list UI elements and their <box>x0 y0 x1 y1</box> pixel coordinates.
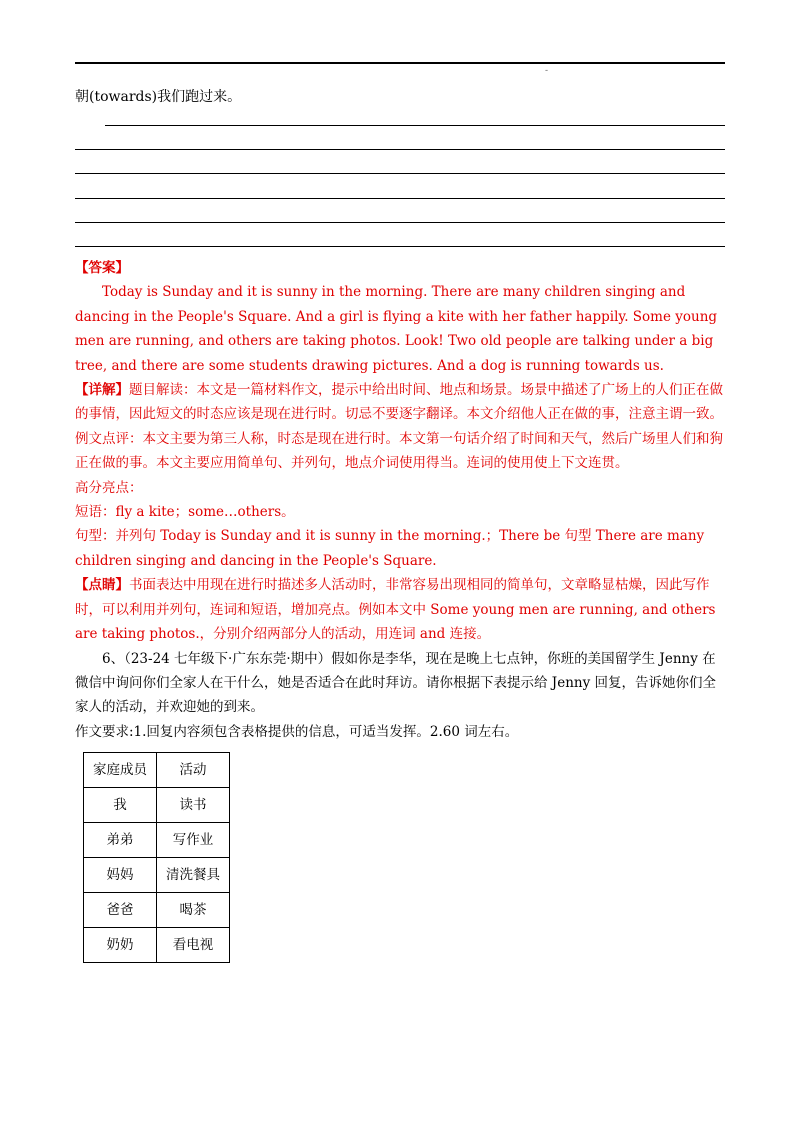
writing-line <box>75 246 725 247</box>
table-header-cell: 家庭成员 <box>84 753 157 788</box>
writing-line <box>75 173 725 174</box>
prompt-tail: 朝(towards)我们跑过来。 <box>75 89 242 105</box>
comment-tag: 【点睛】 <box>75 577 129 594</box>
comment-text: 书面表达中用现在进行时描述多人活动时，非常容易出现相同的简单句，文章略显枯燥，因此写作时，可以利用并列句，连词和短语，增加亮点。例如本文中 Some young men are running, and others are taking photos.，分别介绍两部分人的活动，用连词 and 连接。 <box>75 577 716 643</box>
table-row <box>84 788 230 823</box>
top-rule <box>75 62 725 64</box>
detail-tag: 【详解】 <box>75 382 129 399</box>
table-row <box>84 858 230 893</box>
answer-section <box>75 256 725 963</box>
detail-review: 例文点评：本文主要为第三人称，时态是现在进行时。本文第一句话介绍了时间和天气，然后广场里人们和狗正在做的事。本文主要应用简单句、并列句，地点介词使用得当。连词的使用使上下文连贯。 <box>75 430 723 472</box>
table-row <box>84 928 230 963</box>
table-cell: 看电视 <box>157 928 230 963</box>
highlights-sentences: 句型：并列句 Today is Sunday and it is sunny in the morning.；There be 句型 There are many children singing and dancing in the People's Square. <box>75 528 705 569</box>
table-cell: 弟弟 <box>84 823 157 858</box>
table-cell: 妈妈 <box>84 858 157 893</box>
table-cell: 写作业 <box>157 823 230 858</box>
writing-line <box>75 222 725 223</box>
family-activity-table <box>83 752 230 963</box>
table-cell: 我 <box>84 788 157 823</box>
table-cell: 喝茶 <box>157 893 230 928</box>
table-header-cell: 活动 <box>157 753 230 788</box>
answer-tag: 【答案】 <box>75 260 129 276</box>
table-cell: 读书 <box>157 788 230 823</box>
detail-text: 题目解读：本文是一篇材料作文，提示中给出时间、地点和场景。场景中描述了广场上的人们正在做的事情，因此短文的时态应该是现在进行时。切忌不要逐字翻译。本文介绍他人正在做的事，注意主谓一致。 <box>75 382 723 423</box>
writing-line <box>75 149 725 150</box>
table-cell: 奶奶 <box>84 928 157 963</box>
table-row <box>84 823 230 858</box>
writing-line <box>105 125 725 126</box>
question-6-text: 6、（23-24 七年级下·广东东莞·期中）假如你是李华，现在是晚上七点钟，你班的美国留学生 Jenny 在微信中询问你们全家人在干什么，她是否适合在此时拜访。请你根据下表提示给 Jenny 回复，告诉她你们全家人的活动，并欢迎她的到来。 <box>75 650 716 716</box>
highlights-phrases: 短语：fly a kite；some…others。 <box>75 504 295 521</box>
tiny-mark: - <box>545 66 549 76</box>
table-cell: 爸爸 <box>84 893 157 928</box>
writing-line <box>75 198 725 199</box>
table-cell: 清洗餐具 <box>157 858 230 893</box>
question-6-requirements: 作文要求:1.回复内容须包含表格提供的信息，可适当发挥。2.60 词左右。 <box>75 723 519 740</box>
answer-text: Today is Sunday and it is sunny in the morning. There are many children singing and dancing in the People's Square. And a girl is flying a kite with her father happily. Some young men are running, and others are taking photos. Look! Two old people are talking under a big tree, and there are some students drawing pictures. And a dog is running towards us. <box>75 284 718 374</box>
highlights-title: 高分亮点： <box>75 479 143 496</box>
table-header-row <box>84 753 230 788</box>
table-row <box>84 893 230 928</box>
